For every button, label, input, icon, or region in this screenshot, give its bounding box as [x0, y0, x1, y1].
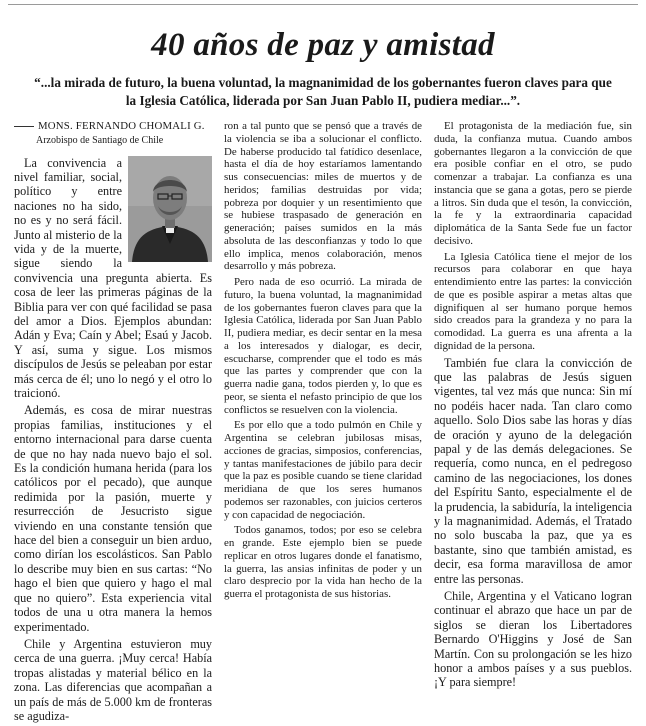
column-1 [14, 120, 212, 726]
paragraph: Todos ganamos, todos; por eso se celebra en grande. Este ejemplo bien se puede replicar en otros lugares donde el fanatismo, la guerra, las ansias infinitas de poder y un claro desprecio por la vida han hecho de la guerra el protagonista de sus historias. [224, 524, 422, 600]
column-2 [224, 120, 422, 726]
byline-rule [14, 126, 34, 127]
pull-quote-deck: “...la mirada de futuro, la buena voluntad, la magnanimidad de los gobernantes fueron claves para que la Iglesia Católica, liderada por San Juan Pablo II, pudiera mediar...”. [34, 75, 612, 108]
byline-author: MONS. FERNANDO CHOMALI G. [38, 120, 205, 132]
paragraph: La Iglesia Católica tiene el mejor de los recursos para colaborar en que haya entendimiento entre las partes: la convicción de que es posible aspirar a metas altas que dignifiquen al ser humano porque hemos sido creados para la grandeza y no para la comodidad. La guerra es una afrenta a la dignidad de la persona. [434, 250, 632, 352]
headline: 40 años de paz y amistad [151, 27, 495, 63]
byline [14, 120, 212, 133]
paragraph: La convivencia a nivel familiar, social, político y entre naciones no ha sido, no es y no será fácil. Junto al misterio de la vida y de la muerte, sigue siendo la convivencia una pregunta abierta. Es cosa de leer las primeras páginas de la Biblia para ver con qué facilidad se pasa del amor a Dios. Ejemplos abundan: Adán y Eva; Caín y Abel; Esaú y Jacob. Y así, suma y sigue. Los mismos discípulos de Jesús se peleaban por estar más cerca de él; uno lo negó y el otro lo traicionó. [14, 155, 212, 400]
paragraph: Es por ello que a todo pulmón en Chile y Argentina se celebran jubilosas misas, acciones de gracias, simposios, conferencias, y tantas manifestaciones de júbilo para decir que la paz es posible cuando se tiene claridad meridiana de que los seres humanos podemos ser razonables, con juicios certeros y con capacidad de negociación. [224, 419, 422, 521]
article-columns [14, 120, 632, 726]
paragraph: Chile, Argentina y el Vaticano logran continuar el abrazo que hace un par de siglos se dieran los Libertadores Bernardo O'Higgins y José de San Martín. Con su prolongación se les hizo honor a ambos países y a sus pueblos. ¡Y para siempre! [434, 589, 632, 690]
paragraph: Además, es cosa de mirar nuestras propias familias, instituciones y el entorno internacional para darse cuenta de que no hay nada nuevo bajo el sol. Es la condición humana herida (para los católicos por el pecado), que aunque redimida por la pasión, muerte y resurrección de Jesucristo sigue viviendo en una constante tensión que hace del bien a conseguir un bien arduo, como dirían los escolásticos. San Pablo lo describe muy bien en sus cartas: “No hago el bien que quiero y hago el mal que no quiero”. Esta experiencia vital todos de una u otra manera la hemos experimentado. [14, 403, 212, 634]
portrait-icon [128, 156, 212, 262]
author-photo [128, 156, 212, 262]
paragraph: Pero nada de eso ocurrió. La mirada de futuro, la buena voluntad, la magnanimidad de los gobernantes fueron claves para que la Iglesia Católica, liderada por San Juan Pablo II, pudiera mediar, es decir sentar en la mesa a los interesados y dialogar, es decir, escucharse, comprender que el todo es más que las partes y comprender que con la guerra nadie gana, todos pierden y, lo que es peor, se sienta el nefasto principio de que los conflictos se resuelven con la violencia. [224, 276, 422, 416]
top-rule [8, 4, 638, 5]
intro-block [14, 156, 212, 404]
paragraph: ron a tal punto que se pensó que a través de la violencia se iba a solucionar el conflicto. De haberse producido tal fatídico desenlace, hasta el día de hoy estaríamos lamentando sus consecuencias: miles de muertos y de heridos; familias destruidas por vida; pobreza por doquier y un resentimiento que se hubiese traspasado de generación en generación; países sumidos en la más absoluta de las desconfianzas y todo lo que ello implica, menos colaboración, menos desarrollo y más pobreza. [224, 120, 422, 273]
column-3 [434, 120, 632, 726]
paragraph: El protagonista de la mediación fue, sin duda, la confianza mutua. Cuando ambos gobernantes llegaron a la convicción de que era posible confiar en el otro, se pudo comenzar a trabajar. La confianza es una instancia que se gana a gotas, pero se pierde a litros. Sin duda que el tesón, la convicción, la fe y la extraordinaria capacidad diplomática de la Santa Sede fue un factor decisivo. [434, 120, 632, 247]
paragraph: Chile y Argentina estuvieron muy cerca de una guerra. ¡Muy cerca! Había tropas alistadas y material bélico en la zona. Las diferencias que acompañan a un país de más de 5.000 km de fronteras se agudiza- [14, 636, 212, 723]
paragraph: También fue clara la convicción de que las palabras de Jesús siguen vigentes, tal vez más que nunca: Sin mí no podéis hacer nada. Tan claro como aquello. Solo Dios sabe las horas y días de oración y ayuno de la delegación papal y de las demás delegaciones. Se requería, como nunca, en el pedregoso camino de las negociaciones, los dones del Espíritu Santo, especialmente el de la prudencia, la sabiduría, la inteligencia y la magnanimidad. Además, el Tratado no solo buscaba la paz, que ya es bastante, sino que también amistad, es decir, esa forma maravillosa de amor entre las personas. [434, 355, 632, 586]
author-role: Arzobispo de Santiago de Chile [36, 134, 164, 146]
